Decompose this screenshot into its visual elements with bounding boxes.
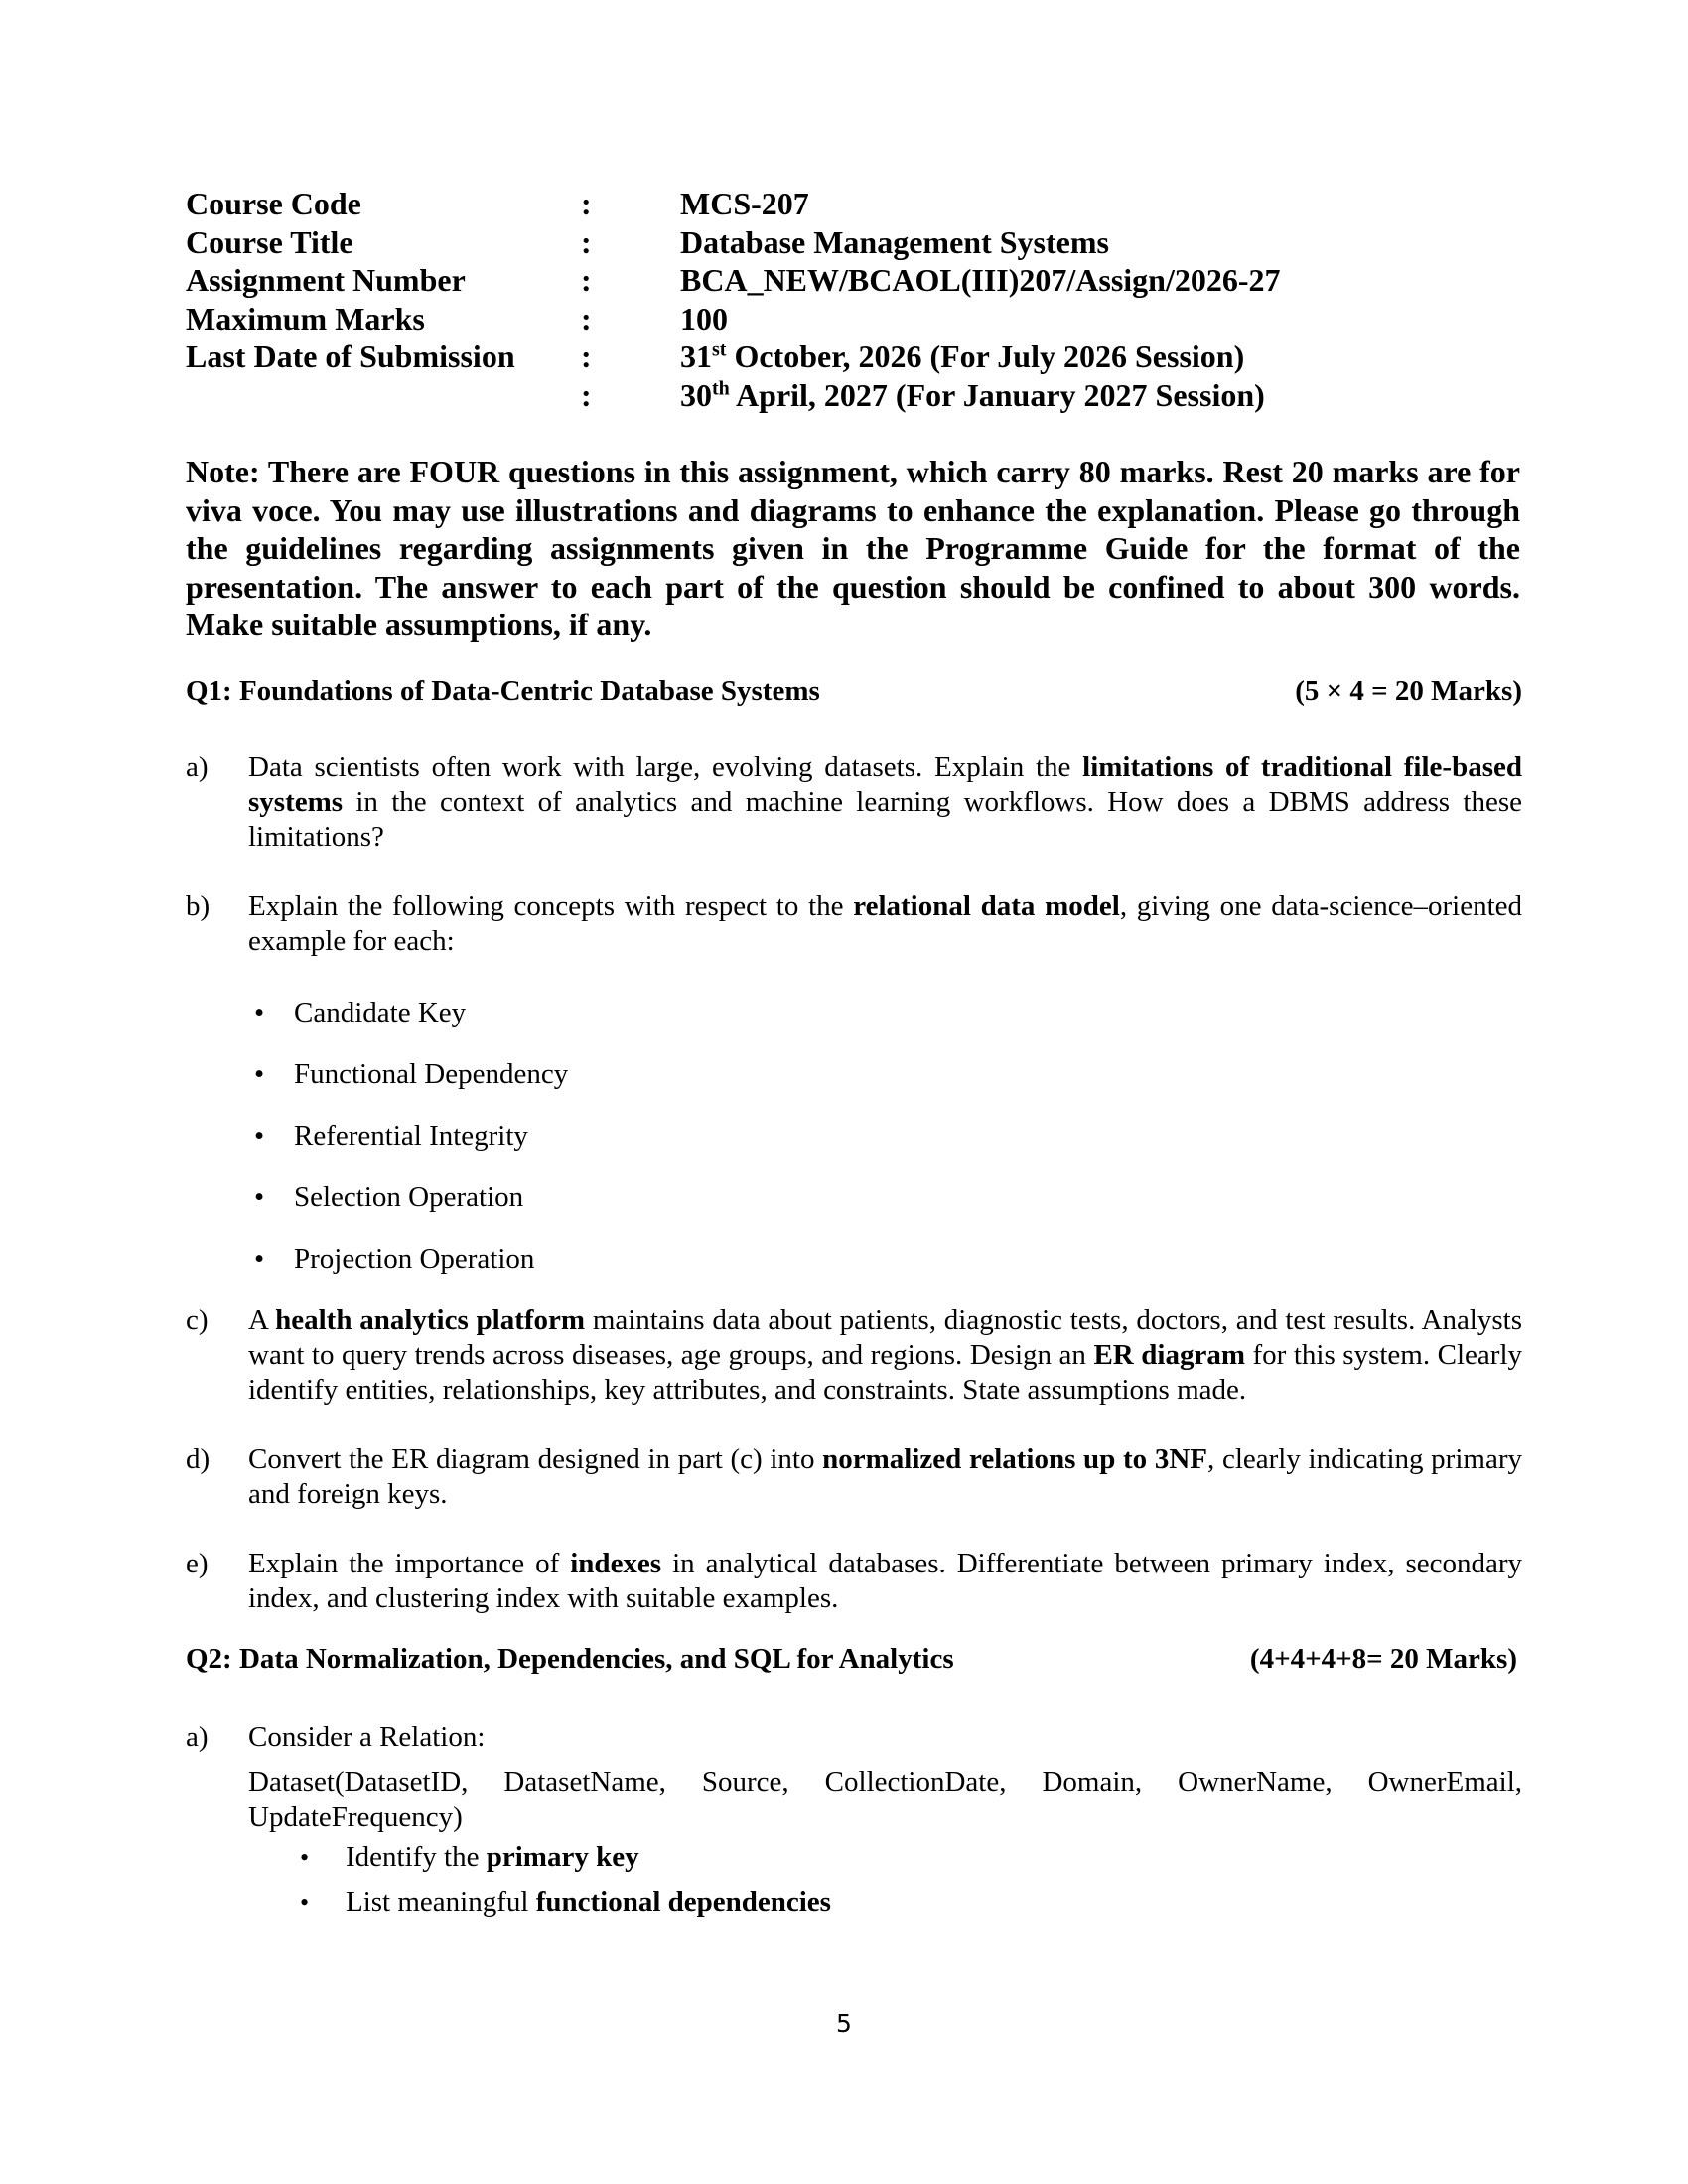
part-label: c) <box>186 1304 209 1336</box>
q1-part-e <box>186 1547 1522 1616</box>
q2-part-a <box>186 1720 1522 1755</box>
meta-colon: : <box>581 186 592 221</box>
date-suffix: st <box>712 339 727 361</box>
meta-colon: : <box>581 339 592 374</box>
list-item <box>254 1242 535 1277</box>
meta-colon: : <box>581 262 592 298</box>
bold-run: functional dependencies <box>535 1886 831 1918</box>
part-text <box>248 1442 1522 1512</box>
list-item <box>254 1057 569 1092</box>
bullet-icon: • <box>254 1058 265 1090</box>
list-item <box>300 1841 639 1875</box>
part-label: b) <box>186 890 211 922</box>
meta-value: Database Management Systems <box>680 223 1109 260</box>
date-day: 30 <box>680 376 712 413</box>
date-day: 31 <box>680 339 712 374</box>
q1-part-b <box>186 889 1522 959</box>
text-run: Convert the ER diagram designed in part (c) into <box>248 1443 823 1475</box>
bold-run: relational data model <box>853 890 1120 922</box>
text-run: , clearly indicating primary and foreign keys. <box>248 1443 1522 1510</box>
text-run: Explain the importance of <box>248 1548 571 1579</box>
list-item-text: Candidate Key <box>294 997 467 1028</box>
meta-label: Maximum Marks <box>186 300 425 337</box>
part-label: d) <box>186 1443 211 1475</box>
meta-label: Assignment Number <box>186 262 466 298</box>
bold-run: primary key <box>486 1842 639 1873</box>
bold-run: normalized relations up to 3NF <box>822 1443 1208 1475</box>
text-run: , giving one data-science–oriented example for each: <box>248 890 1522 957</box>
bullet-icon: • <box>254 997 265 1028</box>
text-run: Data scientists often work with large, evolving datasets. Explain the <box>248 751 1083 783</box>
q1-heading <box>186 673 1522 709</box>
list-item-text: Functional Dependency <box>294 1058 569 1090</box>
part-label: a) <box>186 1721 209 1753</box>
meta-value: BCA_NEW/BCAOL(III)207/Assign/2026-27 <box>680 262 1281 298</box>
part-text <box>248 889 1522 959</box>
bullet-icon: • <box>254 1120 265 1152</box>
q2-marks: (4+4+4+8= 20 Marks) <box>1249 1643 1517 1675</box>
text-run: Identify the <box>346 1842 487 1873</box>
bullet-icon: • <box>254 1181 265 1213</box>
part-label: e) <box>186 1548 209 1579</box>
meta-colon: : <box>581 376 592 413</box>
q1-part-d <box>186 1442 1522 1512</box>
meta-value: 100 <box>680 300 728 337</box>
q2-heading <box>186 1641 1522 1677</box>
list-item <box>254 996 467 1030</box>
date-suffix: th <box>712 376 730 399</box>
part-label: a) <box>186 751 209 783</box>
assignment-note: Note: There are FOUR questions in this assignment, which carry 80 marks. Rest 20 marks are for viva voce. You may use illustrations and diagrams to enhance the explanation. Please go through the guidelines regarding assignments given in the Programme Guide for the format of the presentation. The answer to each part of the question should be confined to about 300 words. Make suitable assumptions, if any. <box>186 454 1520 642</box>
meta-value: MCS-207 <box>680 186 809 221</box>
list-item-text: Selection Operation <box>294 1181 524 1213</box>
meta-colon: : <box>581 223 592 260</box>
bullet-icon: • <box>300 1843 310 1872</box>
date-rest: October, 2026 (For July 2026 Session) <box>726 339 1245 374</box>
q1-title: Q1: Foundations of Data-Centric Database Systems <box>186 675 820 707</box>
meta-value <box>680 376 1265 415</box>
list-item <box>300 1885 831 1920</box>
text-run: in the context of analytics and machine learning workflows. How does a DBMS address these limitations? <box>248 786 1522 853</box>
meta-colon: : <box>581 300 592 337</box>
text-run: A <box>248 1304 276 1336</box>
relation-schema: Dataset(DatasetID, DatasetName, Source, CollectionDate, Domain, OwnerName, OwnerEmail, UpdateFrequency) <box>248 1766 1522 1833</box>
part-text <box>248 1547 1522 1616</box>
meta-value <box>680 338 1244 376</box>
bold-run: limitations of traditional file-based systems <box>248 751 1522 818</box>
bold-run: indexes <box>570 1548 662 1579</box>
bullet-icon: • <box>254 1243 265 1275</box>
meta-label: Course Code <box>186 186 361 221</box>
list-item <box>254 1180 524 1215</box>
part-text <box>248 1303 1522 1408</box>
page-number: 5 <box>836 2009 852 2038</box>
q2-title: Q2: Data Normalization, Dependencies, and SQL for Analytics <box>186 1643 954 1675</box>
bold-run: health analytics platform <box>275 1304 586 1336</box>
text-run: for this system. Clearly identify entities, relationships, key attributes, and constraints. State assumptions made. <box>248 1339 1522 1406</box>
meta-label: Course Title <box>186 223 353 260</box>
text-run: in analytical databases. Differentiate between primary index, secondary index, and clustering index with suitable examples. <box>248 1548 1522 1614</box>
list-item <box>254 1119 528 1154</box>
q1-part-a <box>186 751 1522 855</box>
part-text <box>248 751 1522 855</box>
text-run: List meaningful <box>346 1886 536 1918</box>
list-item-text: Projection Operation <box>294 1243 535 1275</box>
q1-part-c <box>186 1303 1522 1408</box>
list-item-text: Referential Integrity <box>294 1120 528 1152</box>
q1-marks: (5 × 4 = 20 Marks) <box>1295 675 1522 707</box>
meta-label: Last Date of Submission <box>186 339 515 374</box>
part-text: Consider a Relation: <box>248 1721 486 1753</box>
date-rest: April, 2027 (For January 2027 Session) <box>729 376 1265 413</box>
text-run: Explain the following concepts with respect to the <box>248 890 854 922</box>
bold-run: ER diagram <box>1093 1339 1245 1371</box>
bullet-icon: • <box>300 1888 310 1917</box>
text-run: maintains data about patients, diagnostic tests, doctors, and test results. Analysts want to query trends across diseases, age groups, and regions. Design an <box>248 1304 1522 1371</box>
